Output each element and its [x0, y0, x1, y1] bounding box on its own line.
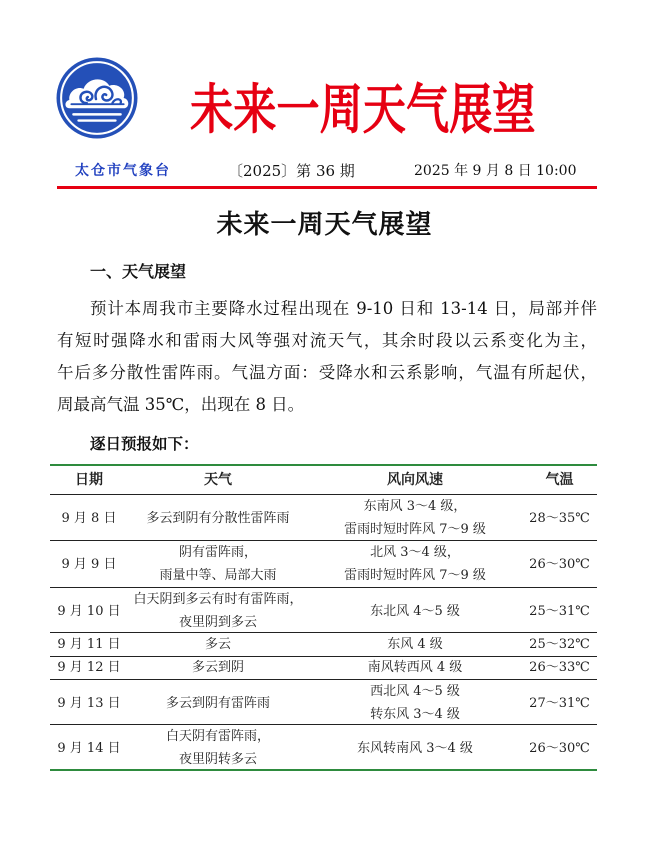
column-header-temperature: 气温 [545, 472, 574, 488]
wind-cell: 北风 3～4 级， 雷雨时短时阵风 7～9 级 [344, 545, 486, 583]
date-cell: 9 月 10 日 [57, 603, 121, 619]
table-row [50, 725, 597, 771]
column-header-weather: 天气 [204, 472, 232, 488]
temperature-cell: 25～31℃ [529, 603, 590, 619]
temperature-cell: 25～32℃ [529, 637, 590, 652]
wind-cell: 东南风 3～4 级， 雷雨时短时阵风 7～9 级 [344, 499, 486, 537]
weather-cell: 多云到阴有分散性雷阵雨 [146, 510, 290, 526]
wind-cell: 东风转南风 3～4 级 [357, 740, 473, 756]
header-divider [57, 186, 597, 189]
column-header-wind: 风向风速 [387, 472, 443, 488]
table-row [50, 680, 597, 725]
paragraph-line: 午后多分散性雷阵雨。气温方面：受降水和云系影响，气温有所起伏， [57, 363, 597, 382]
issuer-name: 太仓市气象台 [75, 163, 171, 179]
table-row [50, 495, 597, 541]
weather-cell: 白天阴有雷阵雨， 夜里阴转多云 [165, 729, 270, 767]
table-row [50, 541, 597, 588]
weather-cell: 多云到阴有雷阵雨 [165, 695, 270, 711]
temperature-cell: 28～35℃ [529, 510, 590, 526]
weather-cell: 多云到阴 [191, 660, 244, 675]
wind-cell: 东北风 4～5 级 [370, 603, 460, 619]
temperature-cell: 26～33℃ [529, 660, 590, 675]
table-row [50, 588, 597, 633]
wind-cell: 西北风 4～5 级 转东风 3～4 级 [370, 684, 460, 722]
wind-cell: 南风转西风 4 级 [367, 660, 463, 675]
temperature-cell: 26～30℃ [529, 556, 590, 572]
paragraph-line: 预计本周我市主要降水过程出现在 9-10 日和 13-14 日，局部并伴 [90, 299, 597, 318]
date-cell: 9 月 14 日 [57, 740, 121, 756]
column-header-date: 日期 [75, 472, 103, 488]
issue-number: 〔2025〕第 36 期 [228, 162, 355, 180]
daily-forecast-heading: 逐日预报如下： [90, 434, 199, 453]
date-cell: 9 月 13 日 [57, 695, 121, 711]
weather-cell: 多云 [204, 637, 231, 652]
paragraph-line: 有短时强降水和雷雨大风等强对流天气，其余时段以云系变化为主， [57, 331, 597, 350]
weather-cell: 白天阴到多云有时有雷阵雨， 夜里阴到多云 [133, 592, 303, 630]
paragraph-line: 周最高气温 35℃，出现在 8 日。 [57, 395, 305, 414]
date-cell: 9 月 12 日 [57, 660, 121, 675]
temperature-cell: 27～31℃ [529, 695, 590, 711]
date-cell: 9 月 9 日 [61, 556, 117, 572]
date-cell: 9 月 11 日 [57, 637, 121, 652]
issue-datetime: 2025 年 9 月 8 日 10:00 [414, 163, 577, 179]
meteorological-cloud-logo-icon [56, 57, 138, 139]
weather-cell: 阴有雷阵雨， 雨量中等、局部大雨 [159, 545, 277, 583]
table-header-row [50, 466, 597, 495]
forecast-table [50, 464, 597, 771]
date-cell: 9 月 8 日 [61, 510, 117, 526]
table-row [50, 657, 597, 680]
section-heading: 一、天气展望 [90, 262, 187, 281]
document-title: 未来一周天气展望 [216, 210, 433, 240]
masthead-title: 未来一周天气展望 [190, 78, 536, 141]
temperature-cell: 26～30℃ [529, 740, 590, 756]
wind-cell: 东风 4 级 [387, 637, 443, 652]
outlook-paragraph [57, 293, 597, 421]
table-row [50, 633, 597, 657]
